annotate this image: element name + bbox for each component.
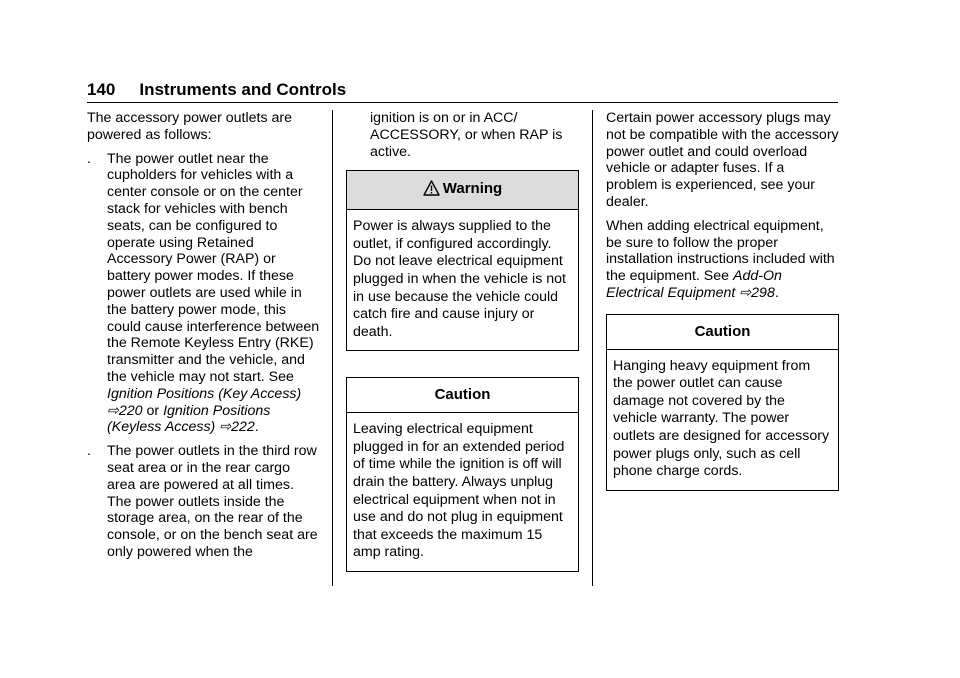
bullet-item-rear-outlets bbox=[87, 443, 322, 561]
bullet-text: The power outlets in the third row seat area or in the rear cargo area are powered at all times. The power outlets inside the storage area, on the rear of the console, or on the bench seat are only powered when the bbox=[107, 443, 318, 560]
column-divider bbox=[592, 110, 593, 586]
xref-page-298[interactable]: ⇨298 bbox=[739, 284, 775, 301]
warning-triangle-icon bbox=[423, 180, 440, 201]
caution-box-battery bbox=[346, 377, 579, 572]
column-middle bbox=[346, 110, 579, 572]
caution-body: Hanging heavy equipment from the power outlet can cause damage not covered by the vehicle warranty. The power outlets are designed for accessory power plugs only, such as cell phone charge cords. bbox=[613, 357, 830, 480]
page-number: 140 bbox=[87, 80, 116, 99]
bullet-body: The power outlet near the cupholders for vehicles with a center console or on the center stack for vehicles with bench seats, can be configured to operate using Retained Accessory Power (RAP) or battery power modes. If these power outlets are used while in the battery power mode, this could cause interference between the Remote Keyless Entry (RKE) transmitter and the vehicle, and the vehicle may not start. See bbox=[107, 150, 320, 385]
column-divider bbox=[332, 110, 333, 586]
warning-title: Warning bbox=[442, 180, 503, 198]
header-rule bbox=[87, 102, 838, 103]
warning-box bbox=[346, 170, 579, 351]
caution-header: Caution bbox=[607, 315, 838, 350]
caution-header: Caution bbox=[347, 378, 578, 413]
bullet-mark: . bbox=[87, 443, 91, 460]
xref-page-222[interactable]: ⇨222 bbox=[219, 419, 255, 436]
xref-add-on-electrical[interactable]: Add-On Electrical Equipment bbox=[606, 268, 782, 301]
page-header bbox=[87, 80, 346, 100]
warning-header bbox=[347, 171, 578, 210]
add-on-end: . bbox=[774, 284, 779, 301]
bullet-end: . bbox=[254, 419, 259, 436]
xref-page-220[interactable]: ⇨220 bbox=[107, 402, 143, 419]
intro-paragraph: The accessory power outlets are powered as follows: bbox=[87, 110, 293, 143]
xref-ignition-keyless-access[interactable]: Ignition Positions (Keyless Access) bbox=[107, 402, 271, 436]
xref-ignition-key-access[interactable]: Ignition Positions (Key Access) bbox=[107, 385, 302, 402]
section-title: Instruments and Controls bbox=[139, 80, 347, 99]
bullet-mark: . bbox=[87, 150, 91, 167]
xref-or: or bbox=[142, 402, 164, 419]
add-on-text: When adding electrical equipment, be sure to follow the proper installation instructions included with the equipment. See bbox=[606, 217, 835, 285]
bullet-item-front-outlet bbox=[87, 151, 322, 437]
bullet-text bbox=[107, 151, 322, 437]
caution-body: Leaving electrical equipment plugged in for an extended period of time while the ignition is off will drain the battery. Always unplug electrical equipment when not in use and do not plug in equipment that exceeds the maximum 15 amp rating. bbox=[353, 421, 565, 561]
add-on-paragraph bbox=[606, 218, 839, 302]
column-right bbox=[606, 110, 839, 491]
continuation-text: ignition is on or in ACC/ ACCESSORY, or when RAP is active. bbox=[370, 110, 563, 160]
column-left bbox=[87, 110, 322, 568]
caution-box-heavy-equipment bbox=[606, 314, 839, 491]
warning-body: Power is always supplied to the outlet, if configured accordingly. Do not leave electrical equipment plugged in when the vehicle is not in use because the vehicle could catch fire and cause injury or death. bbox=[353, 218, 566, 340]
compatibility-paragraph: Certain power accessory plugs may not be compatible with the accessory power outlet and could overload vehicle or adapter fuses. If a problem is experienced, see your dealer. bbox=[606, 110, 839, 210]
